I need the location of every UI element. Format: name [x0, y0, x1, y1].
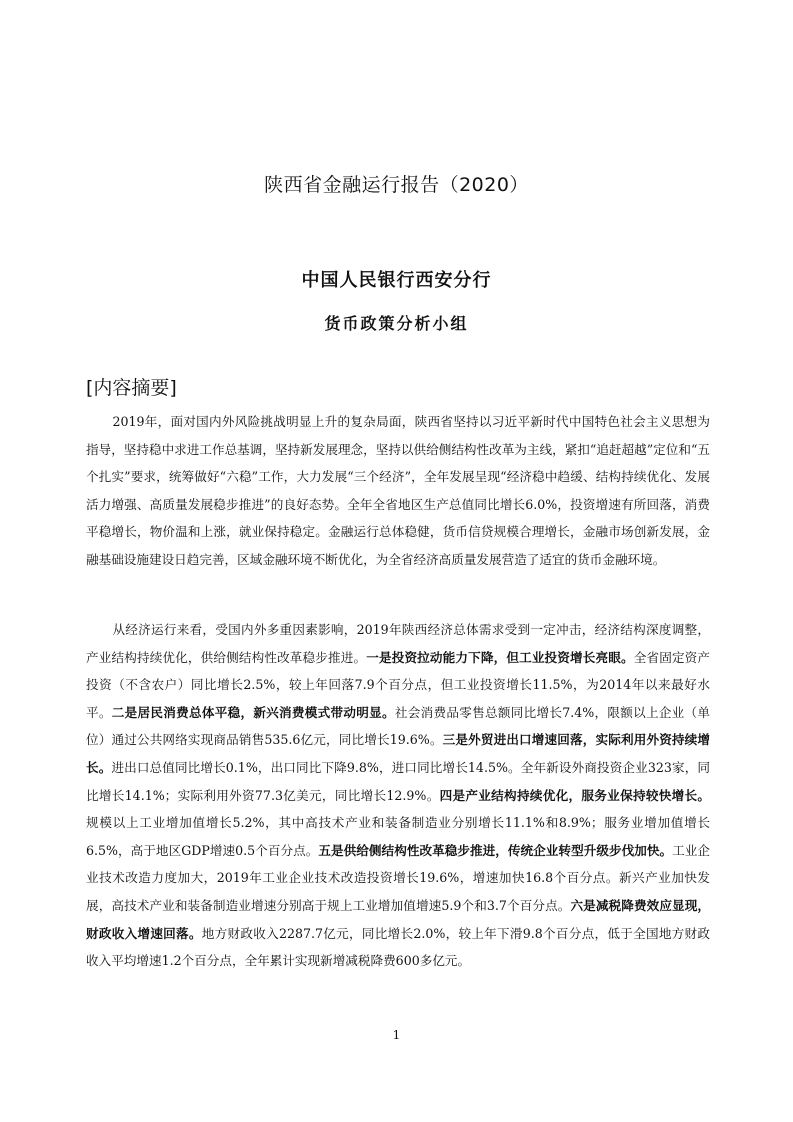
paragraph-intro: 从经济运行来看，受国内外多重因素影响，2019年陕西经济总体需求受到一定冲击，经济结构深度调整，产业结构持续优化，供给侧结构性改革稳步推进。	[86, 622, 710, 665]
point-2-heading: 二是居民消费总体平稳，新兴消费模式带动明显。	[111, 704, 395, 720]
point-6-heading: 六是减税降费效应显现，财政收入增速回落。	[86, 897, 710, 941]
point-3-heading: 三是外贸进出口增速回落，实际利用外资持续增长。	[86, 732, 711, 775]
point-5-text: 工业企业技术改造力度加大，2019年工业企业技术改造投资增长19.6%，增速加快16.8个百分点。新兴产业加快发展，高技术产业和装备制造业增速分别高于规上工业增加值增速5.9个和3.7个百分点。	[86, 842, 711, 913]
paragraph-economy	[86, 616, 710, 975]
paragraph-summary: 2019年，面对国内外风险挑战明显上升的复杂局面，陕西省坚持以习近平新时代中国特色社会主义思想为指导，坚持稳中求进工作总基调，坚持新发展理念，坚持以供给侧结构性改革为主线，紧扣“追赶超越”定位和“五个扎实”要求，统筹做好“六稳”工作，大力发展“三个经济”，全年发展呈现“经济稳中趋缓、结构持续优化、发展活力增强、高质量发展稳步推进”的良好态势。全年全省地区生产总值同比增长6.0%，投资增速有所回落，消费平稳增长，物价温和上涨，就业保持稳定。金融运行总体稳健，货币信贷规模合理增长，金融市场创新发展，金融基础设施建设日趋完善，区域金融环境不断优化，为全省经济高质量发展营造了适宜的货币金融环境。	[86, 414, 710, 567]
point-3-text: 进出口总值同比增长0.1%，出口同比下降9.8%，进口同比增长14.5%。全年新设外商投资企业323家，同比增长14.1%；实际利用外资77.3亿美元，同比增长12.9%。	[86, 759, 710, 803]
group-name: 货币政策分析小组	[324, 314, 469, 333]
document-title: 陕西省金融运行报告（2020）	[264, 174, 529, 196]
point-5-heading: 五是供给侧结构性改革稳步推进，传统企业转型升级步伐加快。	[318, 842, 673, 858]
organization-name: 中国人民银行西安分行	[301, 270, 492, 291]
point-4-heading: 四是产业结构持续优化，服务业保持较快增长。	[439, 787, 711, 803]
page-number: 1	[392, 1028, 401, 1042]
point-1-heading: 一是投资拉动能力下降，但工业投资增长亮眼。	[366, 649, 634, 665]
point-1-text: 全省固定资产投资（不含农户）同比增长2.5%，较上年回落7.9个百分点，但工业投资增长11.5%，为2014年以来最好水平。	[86, 649, 711, 720]
point-2-text: 社会消费品零售总额同比增长7.4%，限额以上企业（单位）通过公共网络实现商品销售535.6亿元，同比增长19.6%。	[86, 704, 711, 748]
point-4-text: 规模以上工业增加值增长5.2%，其中高技术产业和装备制造业分别增长11.1%和8.9%；服务业增加值增长6.5%，高于地区GDP增速0.5个百分点。	[86, 815, 710, 858]
section-heading: [内容摘要]	[86, 377, 177, 399]
point-6-text: 地方财政收入2287.7亿元，同比增长2.0%，较上年下滑9.8个百分点，低于全国地方财政收入平均增速1.2个百分点，全年累计实现新增减税降费600多亿元。	[86, 925, 710, 969]
